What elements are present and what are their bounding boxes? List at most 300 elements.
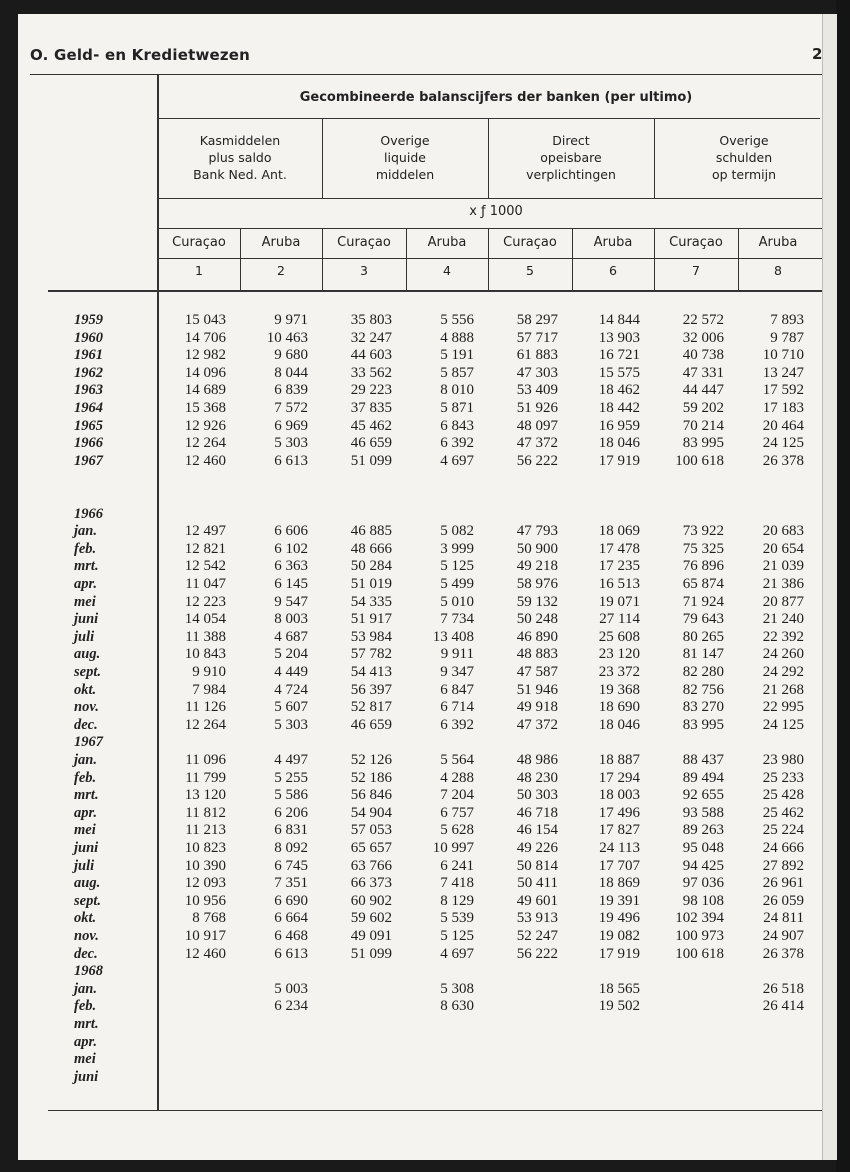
cell-col-4: 7 734 [440, 611, 474, 628]
cell-col-8: 13 247 [762, 364, 804, 381]
cell-col-5: 53 409 [516, 382, 558, 399]
cell-col-2: 6 839 [274, 382, 308, 399]
row-label: 1967 [74, 734, 103, 751]
cell-col-5: 49 218 [516, 558, 558, 575]
cell-col-3: 63 766 [350, 857, 392, 874]
column-number-7: 7 [692, 263, 700, 278]
cell-col-5: 49 918 [516, 699, 558, 716]
cell-col-5: 52 247 [516, 928, 558, 944]
cell-col-7: 82 756 [682, 681, 724, 698]
cell-col-8: 21 039 [762, 558, 804, 575]
rule-title [158, 118, 820, 119]
cell-col-6: 16 959 [598, 417, 640, 434]
cell-col-3: 33 562 [350, 364, 392, 381]
cell-col-6: 18 690 [598, 699, 640, 716]
page-number: 2 [812, 45, 823, 63]
cell-col-8: 17 592 [762, 382, 804, 399]
cell-col-3: 35 803 [350, 312, 392, 328]
cell-col-7: 71 924 [682, 593, 724, 610]
cell-col-7: 100 618 [675, 945, 724, 962]
cell-col-1: 11 799 [185, 769, 226, 786]
cell-col-1: 13 120 [184, 787, 226, 804]
cell-col-7: 89 263 [682, 822, 724, 839]
cell-col-2: 8 003 [274, 611, 308, 628]
cell-col-4: 5 564 [440, 752, 474, 768]
cell-col-2: 4 497 [274, 752, 308, 768]
cell-col-5: 50 248 [516, 611, 558, 628]
cell-col-2: 6 831 [274, 822, 308, 839]
cell-col-5: 46 890 [516, 628, 558, 645]
cell-col-4: 6 392 [440, 716, 474, 733]
cell-col-7: 100 973 [675, 928, 724, 944]
cell-col-7: 92 655 [682, 787, 724, 804]
cell-col-1: 12 460 [184, 945, 226, 962]
table-row [18, 470, 836, 488]
cell-col-2: 6 664 [274, 910, 308, 927]
cell-col-4: 9 347 [440, 664, 474, 680]
cell-col-2: 9 680 [274, 347, 308, 364]
row-label: feb. [74, 998, 97, 1015]
cell-col-6: 15 575 [598, 364, 640, 381]
cell-col-2: 5 607 [274, 699, 308, 716]
cell-col-7: 98 108 [682, 892, 724, 909]
row-label: dec. [74, 945, 98, 962]
table-title: Gecombineerde balanscijfers der banken (per ultimo) [299, 90, 693, 105]
cell-col-8: 21 240 [762, 611, 804, 628]
row-label: mrt. [74, 787, 99, 804]
table-row [18, 541, 836, 559]
cell-col-6: 19 496 [598, 910, 640, 927]
row-label: jan. [74, 980, 97, 997]
cell-col-6: 17 478 [598, 540, 640, 557]
cell-col-4: 4 697 [440, 452, 474, 469]
cell-col-6: 16 513 [598, 576, 640, 592]
cell-col-8: 25 233 [762, 769, 804, 786]
cell-col-7: 59 202 [682, 400, 724, 416]
table-row [18, 893, 836, 911]
cell-col-5: 58 976 [516, 576, 558, 592]
cell-col-7: 88 437 [682, 752, 724, 768]
cell-col-8: 26 378 [762, 945, 804, 962]
cell-col-2: 8 044 [274, 364, 308, 381]
cell-col-3: 29 223 [350, 382, 392, 399]
table-row [18, 330, 836, 348]
rule-header-bottom [48, 290, 834, 292]
row-label: okt. [74, 681, 97, 698]
table-row [18, 910, 836, 928]
cell-col-8: 20 683 [762, 523, 804, 540]
cell-col-6: 18 565 [598, 980, 640, 997]
cell-col-2: 9 547 [274, 593, 308, 610]
row-label: 1963 [74, 382, 103, 399]
cell-col-3: 52 186 [350, 769, 392, 786]
cell-col-6: 25 608 [598, 628, 640, 645]
cell-col-3: 46 659 [350, 435, 392, 452]
cell-col-7: 89 494 [682, 769, 724, 786]
table-row [18, 875, 836, 893]
cell-col-1: 12 093 [184, 875, 226, 892]
column-header-5: Curaçao [503, 235, 557, 250]
cell-col-4: 5 010 [440, 593, 474, 610]
rule-bottom [48, 1110, 834, 1111]
table-row [18, 734, 836, 752]
cell-col-5: 51 926 [516, 400, 558, 416]
cell-col-3: 54 335 [350, 593, 392, 610]
cell-col-3: 54 904 [350, 804, 392, 821]
cell-col-7: 81 147 [682, 646, 724, 663]
row-label: okt. [74, 910, 97, 927]
cell-col-7: 82 280 [682, 664, 724, 680]
cell-col-5: 48 230 [516, 769, 558, 786]
row-label: juli [74, 628, 95, 645]
column-header-7: Curaçao [669, 235, 723, 250]
table-row [18, 981, 836, 999]
cell-col-3: 57 782 [350, 646, 392, 663]
cell-col-7: 97 036 [682, 875, 724, 892]
cell-col-2: 5 003 [274, 980, 308, 997]
cell-col-8: 20 464 [762, 417, 804, 434]
cell-col-2: 4 724 [274, 681, 308, 698]
cell-col-2: 5 255 [274, 769, 308, 786]
cell-col-5: 57 717 [516, 329, 558, 346]
cell-col-7: 32 006 [682, 329, 724, 346]
cell-col-6: 14 844 [598, 312, 640, 328]
row-label: 1962 [74, 364, 103, 381]
cell-col-6: 17 294 [598, 769, 640, 786]
cell-col-6: 13 903 [598, 329, 640, 346]
cell-col-4: 5 539 [440, 910, 474, 927]
cell-col-1: 12 926 [184, 417, 226, 434]
table-row [18, 1051, 836, 1069]
cell-col-4: 4 697 [440, 945, 474, 962]
cell-col-7: 95 048 [682, 840, 724, 856]
column-header-8: Aruba [758, 235, 798, 250]
table-row [18, 453, 836, 471]
cell-col-8: 21 386 [762, 576, 804, 592]
cell-col-4: 3 999 [440, 540, 474, 557]
cell-col-2: 6 969 [274, 417, 308, 434]
cell-col-3: 51 019 [350, 576, 392, 592]
cell-col-5: 48 883 [516, 646, 558, 663]
cell-col-6: 23 372 [598, 664, 640, 680]
cell-col-6: 17 707 [598, 857, 640, 874]
cell-col-7: 102 394 [675, 910, 724, 927]
cell-col-4: 6 241 [440, 857, 474, 874]
cell-col-8: 24 260 [762, 646, 804, 663]
column-number-4: 4 [443, 263, 451, 278]
cell-col-2: 6 745 [274, 857, 308, 874]
cell-col-1: 12 460 [184, 452, 226, 469]
row-label: aug. [74, 875, 101, 892]
cell-col-1: 12 264 [184, 716, 226, 733]
cell-col-5: 49 601 [516, 892, 558, 909]
cell-col-2: 4 449 [274, 664, 308, 680]
row-label: juni [74, 840, 99, 856]
cell-col-7: 73 922 [682, 523, 724, 540]
cell-col-3: 49 091 [350, 928, 392, 944]
cell-col-6: 19 071 [598, 593, 640, 610]
cell-col-8: 20 877 [762, 593, 804, 610]
table-row [18, 770, 836, 788]
cell-col-6: 24 113 [599, 840, 640, 856]
cell-col-7: 83 995 [682, 716, 724, 733]
table-row [18, 1034, 836, 1052]
cell-col-4: 8 010 [440, 382, 474, 399]
cell-col-1: 11 213 [185, 822, 226, 839]
cell-col-3: 57 053 [350, 822, 392, 839]
cell-col-4: 5 125 [440, 558, 474, 575]
cell-col-4: 6 714 [440, 699, 474, 716]
table-row [18, 594, 836, 612]
cell-col-2: 6 468 [274, 928, 308, 944]
cell-col-8: 26 414 [762, 998, 804, 1015]
row-label: 1965 [74, 417, 103, 434]
cell-col-2: 6 102 [274, 540, 308, 557]
cell-col-8: 26 518 [762, 980, 804, 997]
cell-col-4: 5 871 [440, 400, 474, 416]
table-row [18, 840, 836, 858]
table-row [18, 347, 836, 365]
cell-col-5: 56 222 [516, 452, 558, 469]
row-label: feb. [74, 769, 97, 786]
cell-col-6: 18 887 [598, 752, 640, 768]
cell-col-4: 5 125 [440, 928, 474, 944]
row-label: jan. [74, 752, 97, 768]
cell-col-2: 6 690 [274, 892, 308, 909]
cell-col-6: 17 919 [598, 452, 640, 469]
cell-col-6: 17 919 [598, 945, 640, 962]
cell-col-7: 70 214 [682, 417, 724, 434]
cell-col-2: 6 206 [274, 804, 308, 821]
cell-col-8: 26 378 [762, 452, 804, 469]
cell-col-1: 14 706 [184, 329, 226, 346]
table-row [18, 435, 836, 453]
table-row [18, 858, 836, 876]
cell-col-7: 93 588 [682, 804, 724, 821]
cell-col-8: 26 961 [762, 875, 804, 892]
document-page [18, 14, 836, 1160]
cell-col-7: 40 738 [682, 347, 724, 364]
table-row [18, 611, 836, 629]
cell-col-5: 53 913 [516, 910, 558, 927]
cell-col-3: 46 659 [350, 716, 392, 733]
cell-col-5: 50 303 [516, 787, 558, 804]
cell-col-3: 50 284 [350, 558, 392, 575]
cell-col-3: 32 247 [350, 329, 392, 346]
cell-col-6: 18 442 [598, 400, 640, 416]
cell-col-4: 8 630 [440, 998, 474, 1015]
table-row [18, 629, 836, 647]
cell-col-5: 50 814 [516, 857, 558, 874]
table-row [18, 822, 836, 840]
rule-top [30, 74, 834, 75]
cell-col-5: 47 587 [516, 664, 558, 680]
cell-col-4: 7 204 [440, 787, 474, 804]
cell-col-4: 5 628 [440, 822, 474, 839]
row-label: 1961 [74, 347, 103, 364]
cell-col-7: 80 265 [682, 628, 724, 645]
cell-col-2: 5 586 [274, 787, 308, 804]
unit-label: x ƒ 1000 [469, 204, 523, 219]
cell-col-5: 49 226 [516, 840, 558, 856]
column-header-6: Aruba [593, 235, 633, 250]
cell-col-4: 6 392 [440, 435, 474, 452]
table-row [18, 946, 836, 964]
cell-col-1: 12 264 [184, 435, 226, 452]
cell-col-1: 10 843 [184, 646, 226, 663]
cell-col-1: 11 096 [185, 752, 226, 768]
cell-col-2: 7 351 [274, 875, 308, 892]
table-row [18, 717, 836, 735]
cell-col-3: 59 602 [350, 910, 392, 927]
group-header-1: Kasmiddelen plus saldo Bank Ned. Ant. [193, 133, 287, 182]
cell-col-1: 15 368 [184, 400, 226, 416]
cell-col-4: 6 757 [440, 804, 474, 821]
cell-col-6: 19 082 [598, 928, 640, 944]
section-title: O. Geld- en Kredietwezen [30, 46, 251, 64]
cell-col-6: 18 046 [598, 716, 640, 733]
cell-col-6: 18 069 [598, 523, 640, 540]
cell-col-4: 5 499 [440, 576, 474, 592]
cell-col-6: 17 235 [598, 558, 640, 575]
cell-col-3: 51 099 [350, 945, 392, 962]
cell-col-8: 26 059 [762, 892, 804, 909]
cell-col-1: 12 542 [184, 558, 226, 575]
cell-col-6: 19 502 [598, 998, 640, 1015]
cell-col-4: 5 191 [440, 347, 474, 364]
cell-col-8: 24 907 [762, 928, 804, 944]
cell-col-3: 66 373 [350, 875, 392, 892]
row-label: jan. [74, 523, 97, 540]
column-header-4: Aruba [427, 235, 467, 250]
row-label: juni [74, 1068, 99, 1085]
cell-col-2: 10 463 [266, 329, 308, 346]
row-label: apr. [74, 804, 97, 821]
row-label: 1968 [74, 963, 103, 980]
column-number-2: 2 [277, 263, 285, 278]
column-number-6: 6 [609, 263, 617, 278]
cell-col-8: 24 666 [762, 840, 804, 856]
column-number-5: 5 [526, 263, 534, 278]
table-row [18, 523, 836, 541]
column-number-3: 3 [360, 263, 368, 278]
cell-col-8: 25 428 [762, 787, 804, 804]
table-row [18, 1016, 836, 1034]
column-header-1: Curaçao [172, 235, 226, 250]
cell-col-6: 27 114 [599, 611, 640, 628]
cell-col-5: 50 411 [517, 875, 558, 892]
row-label: apr. [74, 1033, 97, 1050]
cell-col-7: 83 995 [682, 435, 724, 452]
row-label: sept. [74, 664, 101, 680]
table-row [18, 664, 836, 682]
row-label: mei [74, 1051, 96, 1068]
cell-col-8: 9 787 [770, 329, 804, 346]
cell-col-1: 15 043 [184, 312, 226, 328]
cell-col-5: 46 154 [516, 822, 558, 839]
cell-col-5: 51 946 [516, 681, 558, 698]
cell-col-2: 7 572 [274, 400, 308, 416]
cell-col-1: 10 390 [184, 857, 226, 874]
cell-col-4: 6 843 [440, 417, 474, 434]
cell-col-4: 6 847 [440, 681, 474, 698]
cell-col-3: 44 603 [350, 347, 392, 364]
cell-col-7: 94 425 [682, 857, 724, 874]
table-row [18, 928, 836, 946]
cell-col-6: 19 391 [598, 892, 640, 909]
cell-col-8: 21 268 [762, 681, 804, 698]
cell-col-6: 17 496 [598, 804, 640, 821]
cell-col-7: 100 618 [675, 452, 724, 469]
cell-col-1: 11 388 [185, 628, 226, 645]
group-header-2: Overige liquide middelen [375, 133, 435, 182]
row-label: 1966 [74, 505, 103, 522]
cell-col-2: 5 303 [274, 435, 308, 452]
table-row [18, 506, 836, 524]
cell-col-8: 24 125 [762, 435, 804, 452]
cell-col-3: 54 413 [350, 664, 392, 680]
cell-col-5: 47 372 [516, 716, 558, 733]
table-row [18, 805, 836, 823]
cell-col-8: 22 995 [762, 699, 804, 716]
cell-col-3: 51 099 [350, 452, 392, 469]
table-row [18, 576, 836, 594]
cell-col-1: 7 984 [192, 681, 226, 698]
cell-col-2: 5 303 [274, 716, 308, 733]
cell-col-2: 9 971 [274, 312, 308, 328]
cell-col-5: 56 222 [516, 945, 558, 962]
row-label: 1960 [74, 329, 103, 346]
table-row [18, 787, 836, 805]
cell-col-6: 18 462 [598, 382, 640, 399]
row-label: juli [74, 857, 95, 874]
cell-col-6: 23 120 [598, 646, 640, 663]
cell-col-5: 46 718 [516, 804, 558, 821]
table-row [18, 365, 836, 383]
cell-col-3: 52 126 [350, 752, 392, 768]
column-number-8: 8 [774, 263, 782, 278]
cell-col-7: 22 572 [682, 312, 724, 328]
cell-col-7: 65 874 [682, 576, 724, 592]
cell-col-4: 4 288 [440, 769, 474, 786]
cell-col-3: 48 666 [350, 540, 392, 557]
cell-col-8: 23 980 [762, 752, 804, 768]
cell-col-7: 79 643 [682, 611, 724, 628]
cell-col-8: 27 892 [762, 857, 804, 874]
cell-col-1: 10 956 [184, 892, 226, 909]
cell-col-7: 83 270 [682, 699, 724, 716]
cell-col-4: 9 911 [440, 646, 474, 663]
cell-col-4: 5 857 [440, 364, 474, 381]
cell-col-6: 19 368 [598, 681, 640, 698]
cell-col-1: 8 768 [192, 910, 226, 927]
table-row [18, 400, 836, 418]
group-header-4: Overige schulden op termijn [711, 133, 777, 182]
cell-col-2: 4 687 [274, 628, 308, 645]
table-row [18, 418, 836, 436]
cell-col-3: 56 846 [350, 787, 392, 804]
cell-col-3: 51 917 [350, 611, 392, 628]
row-label: aug. [74, 646, 101, 663]
cell-col-2: 6 145 [274, 576, 308, 592]
column-header-2: Aruba [261, 235, 301, 250]
cell-col-5: 58 297 [516, 312, 558, 328]
row-label: mei [74, 593, 96, 610]
row-label: mrt. [74, 1016, 99, 1032]
cell-col-1: 12 497 [184, 523, 226, 540]
cell-col-6: 18 003 [598, 787, 640, 804]
cell-col-3: 52 817 [350, 699, 392, 716]
